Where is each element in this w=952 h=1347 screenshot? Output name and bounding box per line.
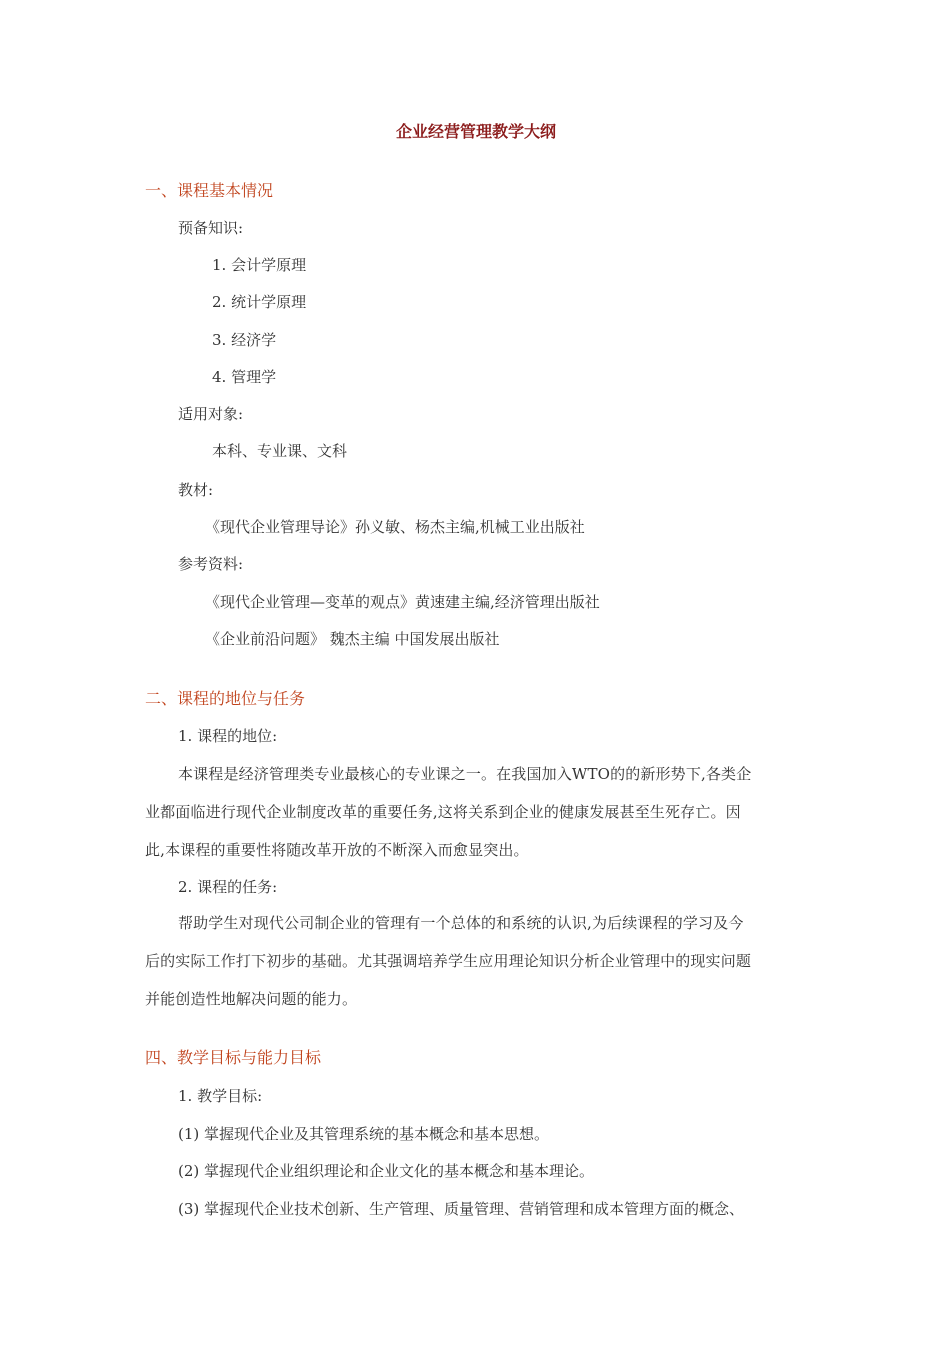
goal-item: (1) 掌握现代企业及其管理系统的基本概念和基本思想。 [178,1125,550,1143]
reference-label: 参考资料: [178,555,244,573]
prereq-item: 3. 经济学 [212,331,277,349]
goal-label: 1. 教学目标: [178,1087,263,1105]
prereq-label: 预备知识: [178,219,244,237]
document-title: 企业经营管理教学大纲 [395,122,556,141]
task-paragraph-line: 后的实际工作打下初步的基础。尤其强调培养学生应用理论知识分析企业管理中的现实问题 [145,952,752,970]
status-paragraph-line: 此,本课程的重要性将随改革开放的不断深入而愈显突出。 [145,841,529,859]
textbook-label: 教材: [178,481,214,499]
goal-item: (2) 掌握现代企业组织理论和企业文化的基本概念和基本理论。 [178,1162,595,1180]
task-paragraph-line: 并能创造性地解决问题的能力。 [145,990,358,1008]
audience-value: 本科、专业课、文科 [212,442,348,460]
reference-item: 《企业前沿问题》 魏杰主编 中国发展出版社 [205,630,500,648]
section-heading-basic-info: 一、课程基本情况 [145,181,274,200]
prereq-item: 4. 管理学 [212,368,277,386]
status-paragraph-line: 业都面临进行现代企业制度改革的重要任务,这将关系到企业的健康发展甚至生死存亡。因 [145,803,741,821]
prereq-item: 2. 统计学原理 [212,293,307,311]
status-label: 1. 课程的地位: [178,727,278,745]
audience-label: 适用对象: [178,405,244,423]
section-heading-status-task: 二、课程的地位与任务 [145,689,306,708]
status-paragraph-line: 本课程是经济管理类专业最核心的专业课之一。在我国加入WTO的的新形势下,各类企 [178,765,752,783]
goal-item: (3) 掌握现代企业技术创新、生产管理、质量管理、营销管理和成本管理方面的概念、 [178,1200,745,1218]
reference-item: 《现代企业管理—变革的观点》黄速建主编,经济管理出版社 [205,593,600,611]
section-heading-goals: 四、教学目标与能力目标 [145,1048,322,1067]
textbook-value: 《现代企业管理导论》孙义敏、杨杰主编,机械工业出版社 [205,518,585,536]
prereq-item: 1. 会计学原理 [212,256,307,274]
task-label: 2. 课程的任务: [178,878,278,896]
task-paragraph-line: 帮助学生对现代公司制企业的管理有一个总体的和系统的认识,为后续课程的学习及今 [178,914,744,932]
